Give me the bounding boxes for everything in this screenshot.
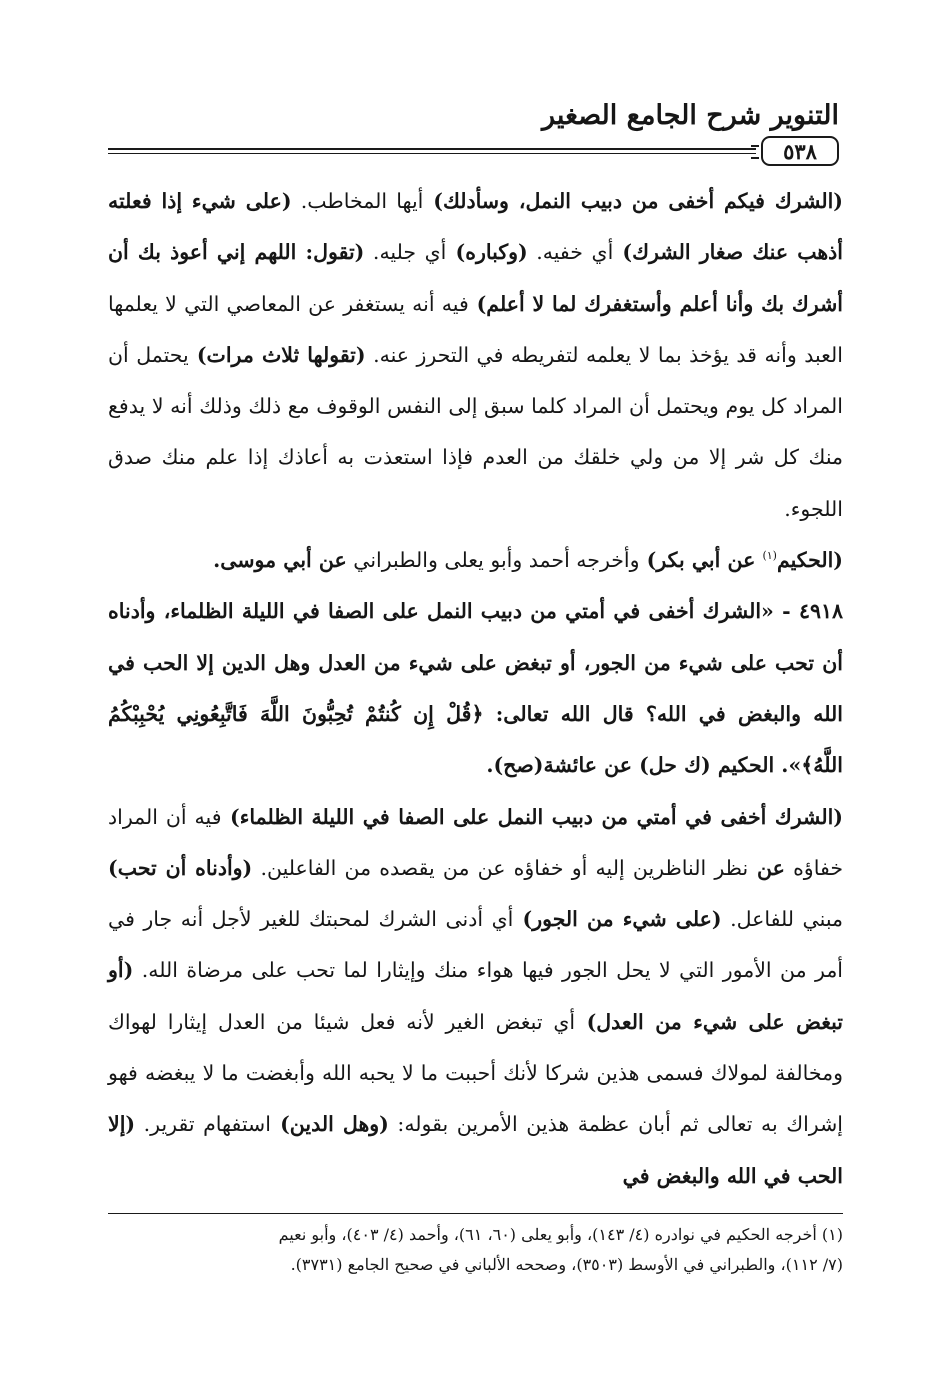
bold-run: (تقول: اللهم إني أعوذ بك أن أشرك بك وأنا أعلم وأستغفرك لما لا أعلم) [108,240,843,316]
text-run: مبني للفاعل. [721,907,843,932]
footnote-ref: (١) [762,549,777,563]
bold-run: (إلا الحب في الله والبغض في [108,1112,843,1188]
paragraph-commentary-2 [108,792,843,1202]
text-run: أي تبغض الغير لأنه فعل شيئا من العدل إيثارا لهواك ومخالفة لمولاك فسمى هذين شركا لأنك أحببت ما لا يحبه الله وأبغضت ما لا يبغضه فهو إشراك به تعالى ثم أبان عظمة هذين الأمرين بقوله: [108,1009,843,1137]
header-rule [108,148,756,150]
bold-run: (أو تبغض على شيء من العدل) [108,958,843,1034]
text-run: وأخرجه أحمد وأبو يعلى والطبراني [346,548,640,573]
page-number: ٥٣٨ [761,136,839,166]
text-run: أي أدنى الشرك لمحبتك للغير لأجل أنه جار في أمر من الأمور التي لا يحل الجور فيها هواء منك وإيثارا لما تحب على مرضاة الله. [108,907,843,983]
footnotes [108,1220,843,1280]
bold-run: عن أبي بكر) [639,548,763,573]
bold-run: (وهل الدين) [270,1112,389,1137]
footnote-rule [108,1213,843,1214]
bold-run: (الشرك أخفى في أمتي من دبيب النمل على الصفا في الليلة الظلماء) [221,804,843,829]
bold-run: (تقولها ثلاث مرات) [188,342,366,367]
bold-run: ٤٩١٨ - «الشرك أخفى في أمتي من دبيب النمل على الصفا في الليلة الظلماء، وأدناه أن تحب على شيء من الجور، أو تبغض على شيء من العدل وهل الدين إلا الحب في الله والبغض في الله؟ قال الله تعالى: ﴿قُلْ إِن كُنتُمْ تُحِبُّونَ اللَّهَ فَاتَّبِعُونِي يُحْبِبْكُمُ اللَّهُ﴾». الحكيم (ك حل) عن عائشة(صح). [108,599,843,778]
header-rule-thin [108,153,756,154]
footnote-1-line-1: (١) أخرجه الحكيم في نوادره (٤/ ١٤٣)، وأبو يعلى (٦٠، ٦١)، وأحمد (٤/ ٤٠٣)، وأبو نعيم [278,1225,843,1244]
text-run: يحتمل أن المراد كل يوم ويحتمل أن المراد كلما سبق إلى النفس الوقوف مع ذلك وذلك أنه لا يدفع منك كل شر إلا من ولي خلقك من العدم فإذا استعذت به أعاذك إذا علم منك صدق اللجوء. [108,342,843,521]
running-title: التنوير شرح الجامع الصغير [542,100,839,131]
text-run: استفهام تقرير. [135,1112,271,1137]
text-run: أي جليه. [364,240,447,265]
body-text [108,176,843,1202]
bold-run: عن أبي موسى. [213,548,347,573]
bold-run: (الشرك فيكم أخفى من دبيب النمل، وسأدلك) [423,189,843,213]
bold-run: (الحكيم [776,548,843,573]
bold-run: (على شيء من الجور) [513,907,722,932]
text-run: فيه أنه يستغفر عن المعاصي التي لا يعلمها العبد وأنه قد يؤخذ بما لا يعلمه لتفريطه في التحرز عنه. [108,291,843,367]
bold-run: (وأدناه أن تحب) [108,855,253,880]
paragraph-commentary-1 [108,176,843,535]
bold-run: عن [748,855,785,880]
text-run: فيه أن المراد خفاؤه [108,804,843,880]
text-run: نظر الناظرين إليه أو خفاؤه عن من يقصده من الفاعلين. [252,855,749,880]
text-run: أي خفيه. [527,240,614,265]
bold-run: (على شيء إذا فعلته أذهب عنك صغار الشرك) [108,189,843,265]
paragraph-hadith-4918 [108,586,843,791]
text-run: أيها المخاطب. [291,189,424,213]
paragraph-source-note [108,535,843,586]
bold-run: (وكباره) [446,240,528,265]
footnote-1-line-2: (٧/ ١١٢)، والطبراني في الأوسط (٣٥٠٣)، وصححه الألباني في صحيح الجامع (٣٧٣١). [290,1255,843,1274]
